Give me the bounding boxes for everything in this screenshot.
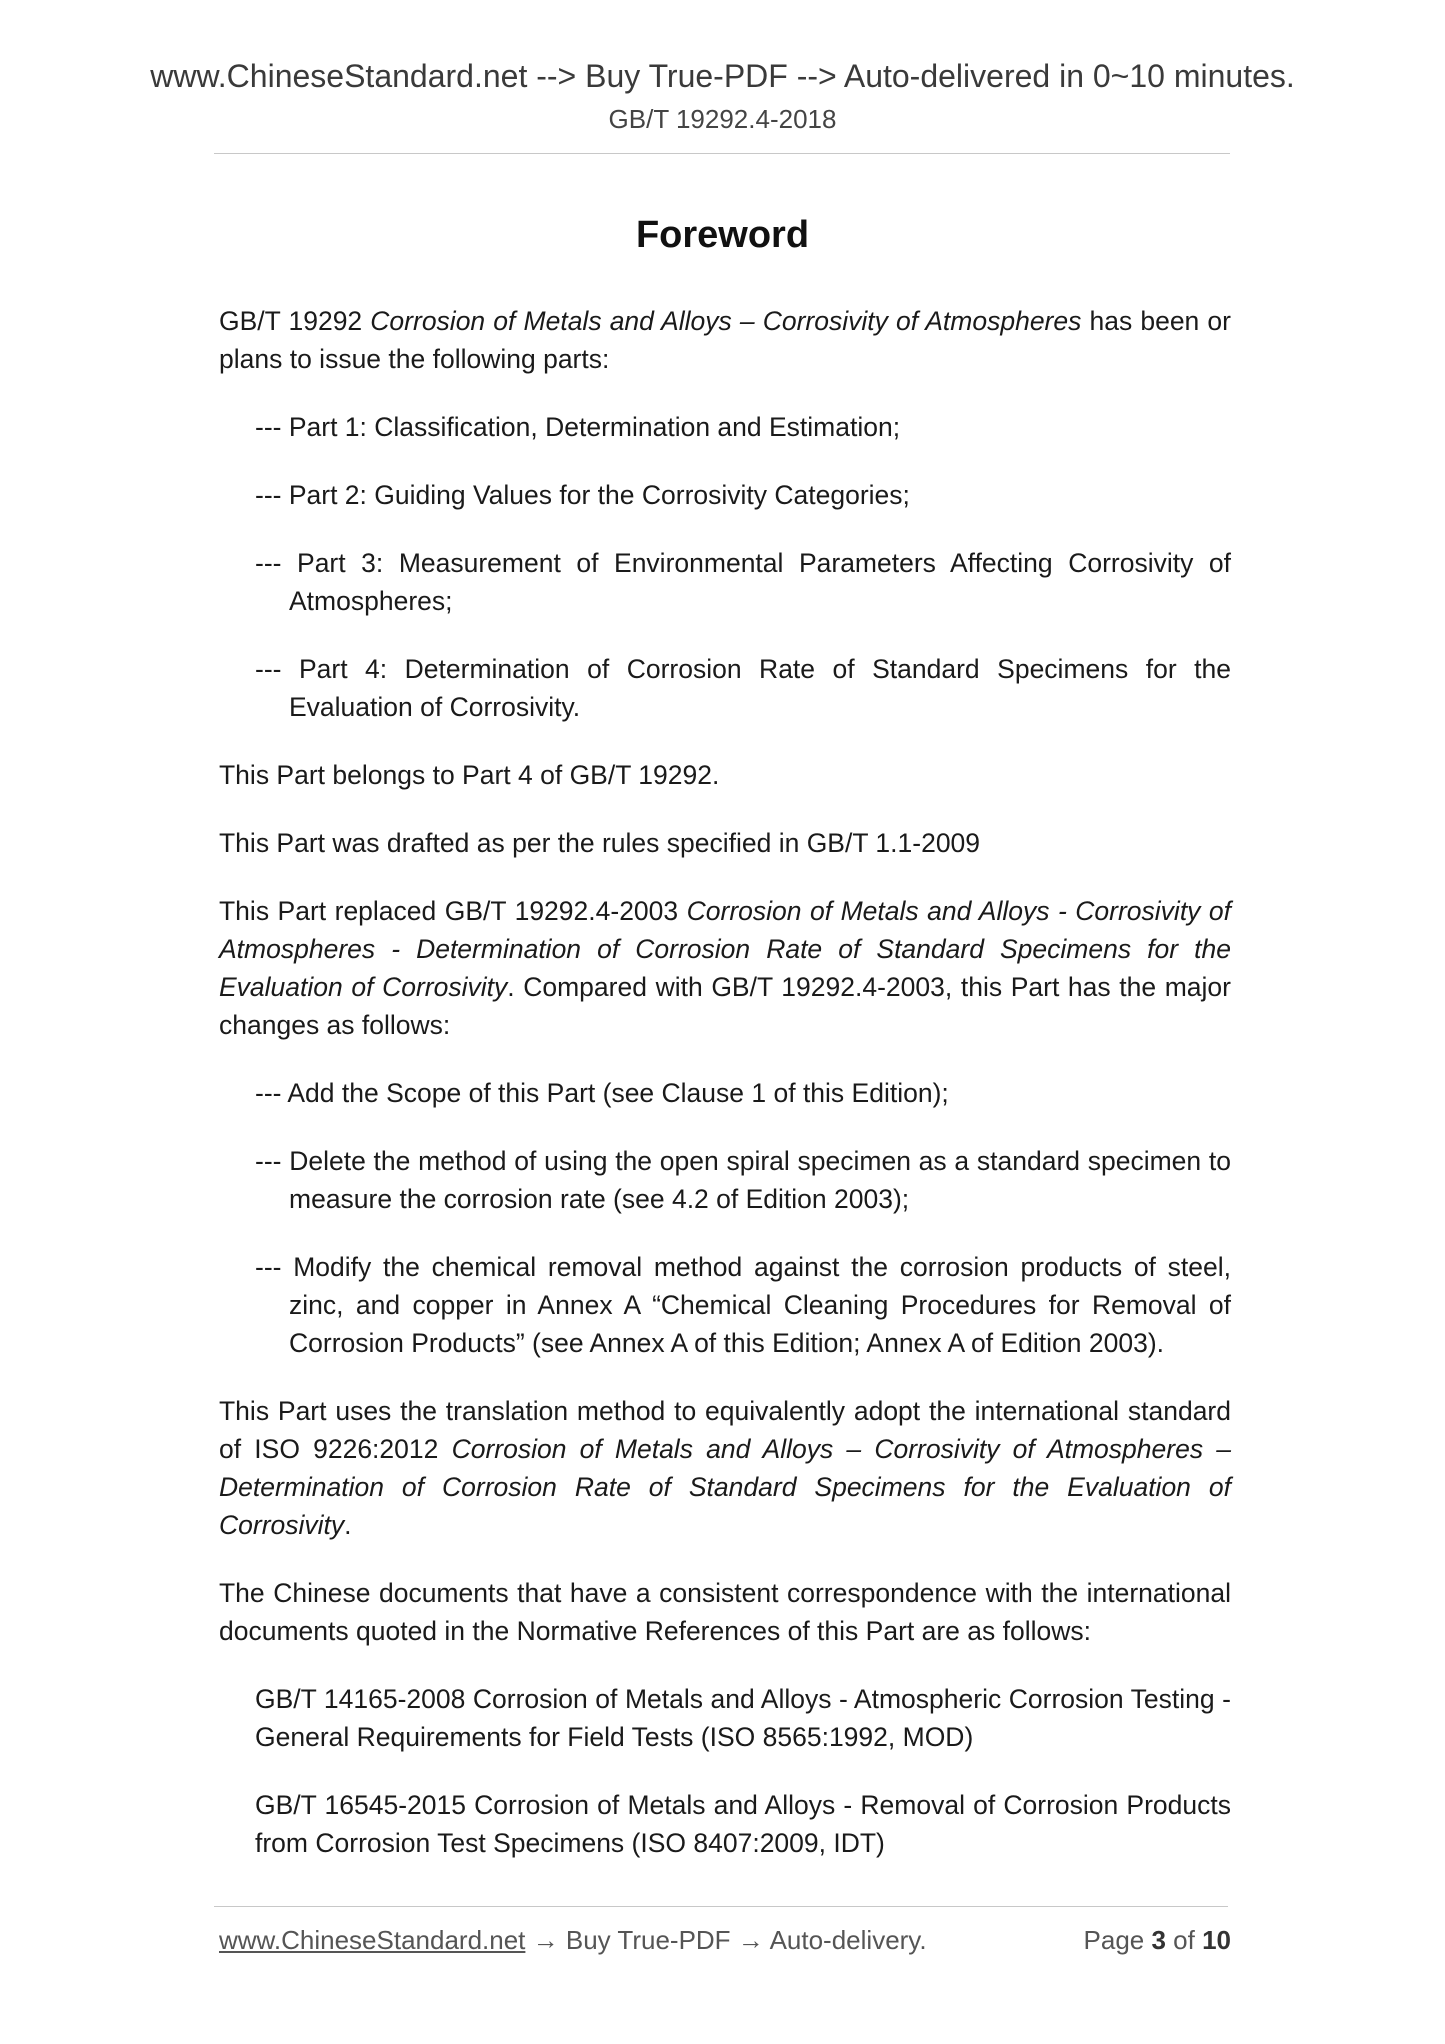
replaced-text-end: . Compared with GB/T 19292.4-2003, this Part has the major changes as follows:: [219, 972, 1231, 1040]
part-item: --- Part 2: Guiding Values for the Corrosivity Categories;: [255, 480, 910, 510]
page-number: [1084, 1925, 1231, 1956]
document-body: [219, 302, 1231, 1892]
reference-item: GB/T 14165-2008 Corrosion of Metals and Alloys - Atmospheric Corrosion Testing - General Requirements for Field Tests (ISO 8565:1992, MOD): [255, 1684, 1231, 1752]
reference-item: GB/T 16545-2015 Corrosion of Metals and Alloys - Removal of Corrosion Products from Corrosion Test Specimens (ISO 8407:2009, IDT): [255, 1790, 1231, 1858]
header-banner: www.ChineseStandard.net --> Buy True-PDF --> Auto-delivered in 0~10 minutes.: [150, 58, 1295, 94]
footer-site-link[interactable]: www.ChineseStandard.net: [219, 1925, 526, 1955]
footer-tagline: → Buy True-PDF → Auto-delivery.: [525, 1925, 927, 1955]
intro-paragraph: [219, 302, 1231, 378]
current-page: 3: [1151, 1925, 1166, 1955]
standard-code: GB/T 19292.4-2018: [608, 104, 837, 134]
belongs-paragraph: This Part belongs to Part 4 of GB/T 19292.: [219, 760, 720, 790]
adopt-title: Corrosion of Metals and Alloys – Corrosivity of Atmospheres – Determination of Corrosion Rate of Standard Specimens for the Evaluation of Corrosivity: [219, 1434, 1231, 1540]
change-item: --- Modify the chemical removal method against the corrosion products of steel, zinc, and copper in Annex A “Chemical Cleaning Procedures for Removal of Corrosion Products” (see Annex A of this Edition; Annex A of Edition 2003).: [255, 1252, 1231, 1358]
header-divider: [214, 153, 1230, 154]
replaced-title: Corrosion of Metals and Alloys - Corrosivity of Atmospheres - Determination of Corrosion Rate of Standard Specimens for the Evaluation of Corrosivity: [219, 896, 1232, 1002]
correspondence-paragraph: The Chinese documents that have a consistent correspondence with the international documents quoted in the Normative References of this Part are as follows:: [219, 1578, 1231, 1646]
drafted-paragraph: This Part was drafted as per the rules specified in GB/T 1.1-2009: [219, 828, 981, 858]
part-item: --- Part 1: Classification, Determination and Estimation;: [255, 412, 901, 442]
change-item: --- Delete the method of using the open spiral specimen as a standard specimen to measure the corrosion rate (see 4.2 of Edition 2003);: [255, 1146, 1231, 1214]
replaced-paragraph: [219, 892, 1231, 1044]
page-footer: [219, 1925, 1231, 1956]
part-item: --- Part 3: Measurement of Environmental Parameters Affecting Corrosivity of Atmospheres;: [255, 548, 1231, 616]
adopt-text-end: .: [344, 1510, 352, 1540]
of-word: of: [1165, 1925, 1203, 1955]
part-item: --- Part 4: Determination of Corrosion Rate of Standard Specimens for the Evaluation of Corrosivity.: [255, 654, 1231, 722]
intro-text: GB/T 19292: [219, 306, 371, 336]
replaced-text: This Part replaced GB/T 19292.4-2003: [219, 896, 687, 926]
change-item: --- Add the Scope of this Part (see Clause 1 of this Edition);: [255, 1078, 949, 1108]
page-title: Foreword: [635, 214, 810, 256]
footer-divider: [214, 1906, 1228, 1907]
intro-text-end: has been or plans to issue the following parts:: [219, 306, 1231, 374]
adopt-paragraph: [219, 1392, 1231, 1544]
intro-title: Corrosion of Metals and Alloys – Corrosivity of Atmospheres: [370, 306, 1082, 336]
total-pages: 10: [1202, 1925, 1231, 1955]
adopt-text: This Part uses the translation method to equivalently adopt the international standard of ISO 9226:2012: [219, 1396, 1231, 1464]
page-word: Page: [1083, 1925, 1152, 1955]
